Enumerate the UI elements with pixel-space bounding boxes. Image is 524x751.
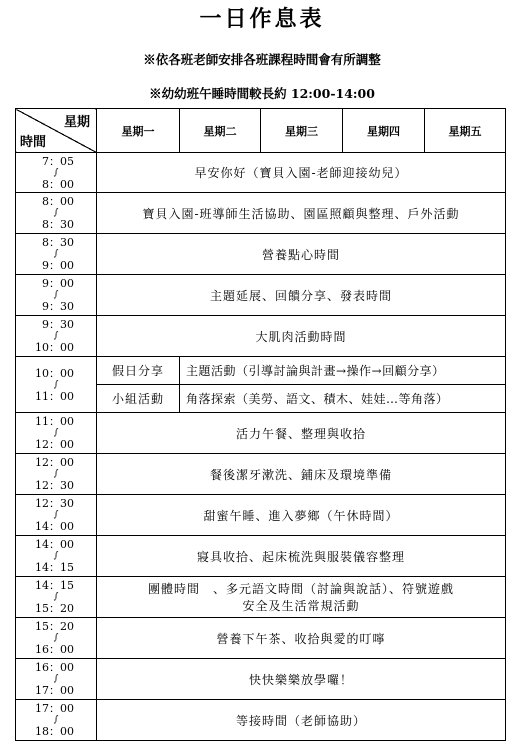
time-cell [16, 275, 97, 316]
end-time: 16：00 [35, 643, 74, 656]
end-time: 18：00 [35, 725, 74, 738]
time-cell [16, 316, 97, 357]
start-time: 8：30 [42, 236, 74, 249]
start-time: 9：30 [42, 318, 74, 331]
start-time: 17：00 [35, 702, 74, 715]
schedule-row [16, 536, 506, 577]
activity-cell: 大肌肉活動時間 [97, 316, 506, 357]
activity-cell: 營養下午茶、收拾與愛的叮嚀 [97, 618, 506, 659]
tilde-mark: ∫ [53, 551, 59, 561]
activity-line: 團體時間 、多元語文時間（討論與說話）、符號遊戲 [147, 582, 454, 596]
tilde-mark: ∫ [53, 208, 59, 218]
tilde-mark: ∫ [53, 510, 59, 520]
day-header-thursday: 星期四 [343, 109, 425, 153]
activity-cell: 甜蜜午睡、進入夢鄉（午休時間） [97, 495, 506, 536]
schedule-row [16, 577, 506, 618]
tilde-mark: ∫ [53, 290, 59, 300]
tilde-mark: ∫ [53, 633, 59, 643]
start-time: 12：00 [35, 456, 74, 469]
schedule-row [16, 413, 506, 454]
activity-cell: 寶貝入園-班導師生活協助、園區照顧與整理、戶外活動 [97, 193, 506, 234]
tilde-mark: ∫ [53, 379, 59, 390]
corner-header-cell [16, 109, 97, 153]
schedule-row [16, 357, 506, 385]
class-adjustment-note: ※依各班老師安排各班課程時間會有所調整 [143, 52, 381, 67]
activity-cell: 活力午餐、整理與收拾 [97, 413, 506, 454]
day-header-tuesday: 星期二 [180, 109, 261, 153]
sub-activity-label: 假日分享 [97, 357, 180, 385]
schedule-row [16, 275, 506, 316]
time-cell [16, 659, 97, 700]
schedule-row [16, 193, 506, 234]
activity-line: 安全及生活常規活動 [242, 599, 360, 613]
time-cell [16, 577, 97, 618]
activity-cell: 主題延展、回饋分享、發表時間 [97, 275, 506, 316]
end-time: 12：30 [35, 479, 74, 492]
start-time: 16：00 [35, 661, 74, 674]
schedule-row [16, 316, 506, 357]
end-time: 8：00 [42, 177, 74, 191]
time-axis-label: 時間 [20, 135, 47, 150]
time-cell [16, 618, 97, 659]
day-header-monday: 星期一 [97, 109, 180, 153]
tilde-mark: ∫ [53, 715, 59, 725]
end-time: 14：00 [35, 520, 74, 533]
time-cell [16, 234, 97, 275]
tilde-mark: ∫ [53, 674, 59, 684]
sub-activity-text: 角落探索（美勞、語文、積木、娃娃…等角落） [180, 385, 506, 413]
start-time: 14：00 [35, 538, 74, 551]
nap-time-note: ※幼幼班午睡時間較長約 12:00-14:00 [149, 86, 375, 101]
schedule-row [16, 659, 506, 700]
end-time: 9：00 [42, 259, 74, 272]
tilde-mark: ∫ [53, 428, 59, 438]
schedule-row [16, 153, 506, 193]
tilde-mark: ∫ [53, 249, 59, 259]
time-cell [16, 700, 97, 741]
start-time: 11：00 [35, 415, 74, 428]
time-cell [16, 495, 97, 536]
end-time: 14：15 [35, 561, 74, 574]
tilde-mark: ∫ [53, 331, 59, 341]
end-time: 17：00 [35, 684, 74, 697]
start-time: 8：00 [42, 195, 74, 208]
schedule-row [16, 234, 506, 275]
sub-activity-label: 小組活動 [97, 385, 180, 413]
daily-schedule-table [15, 108, 506, 741]
activity-cell: 快快樂樂放學囉！ [97, 659, 506, 700]
day-header-wednesday: 星期三 [261, 109, 343, 153]
schedule-row [16, 454, 506, 495]
activity-cell: 早安你好（寶貝入園-老師迎接幼兒） [97, 153, 506, 193]
activity-cell: 營養點心時間 [97, 234, 506, 275]
end-time: 11：00 [35, 389, 74, 403]
page-title: 一日作息表 [199, 6, 325, 32]
time-cell [16, 153, 97, 193]
start-time: 14：15 [35, 579, 74, 592]
time-cell [16, 413, 97, 454]
start-time: 7：05 [42, 154, 74, 168]
sub-activity-text: 主題活動（引導討論與計畫→操作→回顧分享） [180, 357, 506, 385]
tilde-mark: ∫ [53, 469, 59, 479]
start-time: 9：00 [42, 277, 74, 290]
end-time: 9：30 [42, 300, 74, 313]
start-time: 12：30 [35, 497, 74, 510]
activity-cell: 等接時間（老師協助） [97, 700, 506, 741]
activity-cell [97, 577, 506, 618]
schedule-row [16, 495, 506, 536]
time-cell [16, 536, 97, 577]
schedule-row [16, 618, 506, 659]
start-time: 10：00 [35, 366, 74, 380]
time-cell [16, 193, 97, 234]
schedule-row [16, 700, 506, 741]
header-row [16, 109, 506, 153]
tilde-mark: ∫ [53, 592, 59, 602]
end-time: 10：00 [35, 341, 74, 354]
activity-cell: 寢具收拾、起床梳洗與服裝儀容整理 [97, 536, 506, 577]
activity-cell: 餐後潔牙漱洗、鋪床及環境準備 [97, 454, 506, 495]
time-cell [16, 357, 97, 413]
end-time: 8：30 [42, 218, 74, 231]
end-time: 15：20 [35, 602, 74, 615]
tilde-mark: ∫ [53, 167, 59, 178]
start-time: 15：20 [35, 620, 74, 633]
time-cell [16, 454, 97, 495]
weekday-axis-label: 星期 [63, 115, 90, 130]
day-header-friday: 星期五 [425, 109, 506, 153]
end-time: 12：00 [35, 438, 74, 451]
